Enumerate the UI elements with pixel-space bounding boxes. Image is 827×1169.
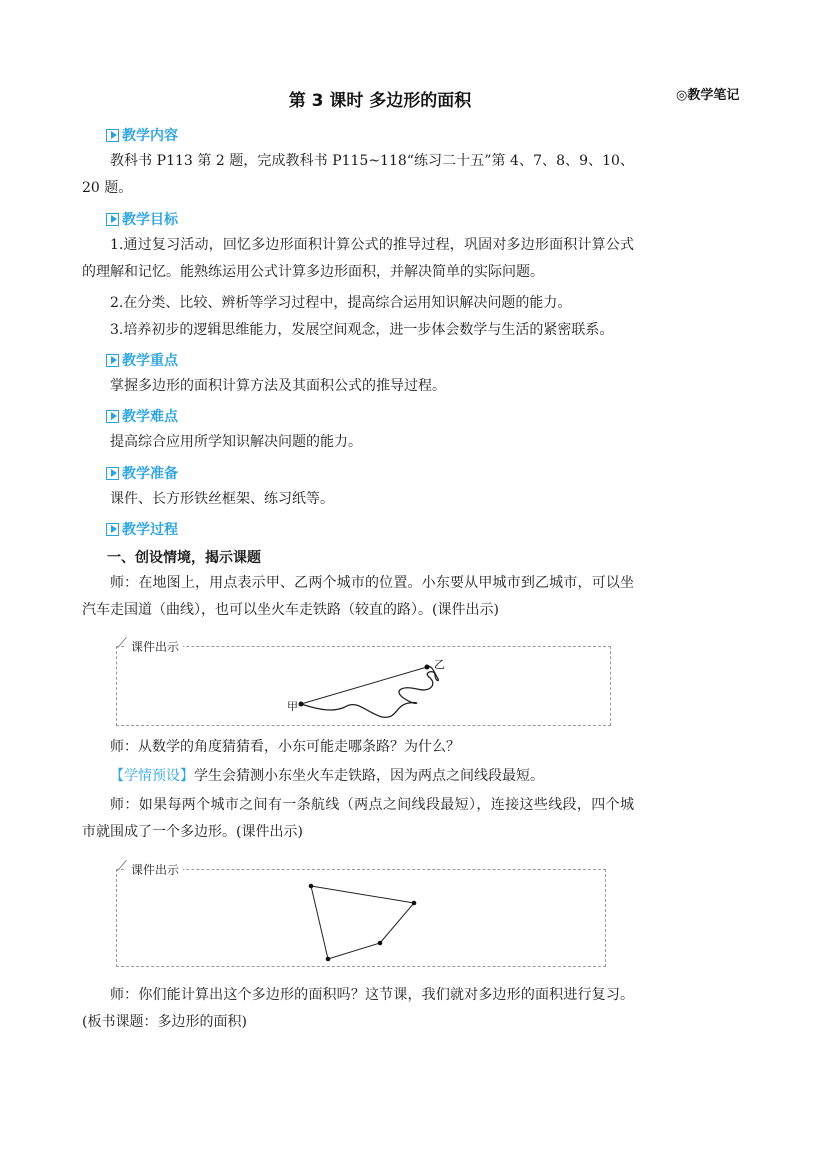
vertex-point xyxy=(378,941,383,946)
process-paragraph-3 xyxy=(82,763,634,790)
section-heading-key-points xyxy=(106,350,178,370)
step1-title: 一、创设情境，揭示课题 xyxy=(107,550,261,566)
difficulties-text: 提高综合应用所学知识解决问题的能力。 xyxy=(110,434,362,450)
vertex-point xyxy=(309,884,314,889)
city-point-a xyxy=(299,702,304,707)
play-icon xyxy=(106,354,119,367)
process-paragraph-2: 师：从数学的角度猜猜看，小东可能走哪条路？为什么？ xyxy=(110,739,460,755)
city-label-a: 甲 xyxy=(287,700,298,713)
quadrilateral-figure xyxy=(117,870,607,968)
railway-line xyxy=(301,667,427,704)
section-heading-label: 教学重点 xyxy=(122,353,178,369)
section-heading-content xyxy=(106,125,178,145)
highway-curve xyxy=(301,666,438,717)
play-icon xyxy=(106,523,119,536)
teaching-notes-label: ◎教学笔记 xyxy=(676,88,740,103)
section-heading-label: 教学准备 xyxy=(122,466,178,482)
play-icon xyxy=(106,129,119,142)
courseware-label-text: 课件出示 xyxy=(131,640,180,654)
goal-item-1: 1.通过复习活动，回忆多边形面积计算公式的推导过程，巩固对多边形面积计算公式的理解和记忆。能熟练运用公式计算多边形面积，并解决简单的实际问题。 xyxy=(82,237,634,280)
section-heading-label: 教学过程 xyxy=(122,522,178,538)
courseware-label-text: 课件出示 xyxy=(131,863,180,877)
goal-item-2: 2.在分类、比较、辨析等学习过程中，提高综合运用知识解决问题的能力。 xyxy=(110,295,572,311)
city-label-b: 乙 xyxy=(434,658,445,671)
student-prediction-tag: 【学情预设】 xyxy=(110,768,194,784)
section-heading-process xyxy=(106,519,178,539)
section-heading-preparation xyxy=(106,463,178,483)
preparation-text: 课件、长方形铁丝框架、练习纸等。 xyxy=(110,491,334,507)
section-heading-difficulties xyxy=(106,406,178,426)
courseware-box-map xyxy=(116,640,611,726)
section-heading-goals xyxy=(106,209,178,229)
process-paragraph-1: 师：在地图上，用点表示甲、乙两个城市的位置。小东要从甲城市到乙城市，可以坐汽车走国道（曲线），也可以坐火车走铁路（较直的路）。(课件出示) xyxy=(82,575,634,618)
city-point-b xyxy=(425,665,430,670)
section-heading-label: 教学目标 xyxy=(122,212,178,228)
key-points-text: 掌握多边形的面积计算方法及其面积公式的推导过程。 xyxy=(110,378,446,394)
process-paragraph-5: 师：你们能计算出这个多边形的面积吗？这节课，我们就对多边形的面积进行复习。(板书课题：多边形的面积) xyxy=(82,987,634,1030)
courseware-box-polygon xyxy=(116,863,606,967)
vertex-point xyxy=(326,957,331,962)
play-icon xyxy=(106,213,119,226)
play-icon xyxy=(106,467,119,480)
content-paragraph: 教科书 P113 第 2 题，完成教科书 P115~118“练习二十五”第 4、7、8、9、10、20 题。 xyxy=(82,153,634,196)
section-heading-label: 教学内容 xyxy=(122,128,178,144)
section-heading-label: 教学难点 xyxy=(122,409,178,425)
goal-item-3: 3.培养初步的逻辑思维能力，发展空间观念，进一步体会数学与生活的紧密联系。 xyxy=(110,322,614,338)
student-prediction-text: 学生会猜测小东坐火车走铁路，因为两点之间线段最短。 xyxy=(194,768,544,784)
process-paragraph-4: 师：如果每两个城市之间有一条航线（两点之间线段最短），连接这些线段，四个城市就围成了一个多边形。(课件出示) xyxy=(82,797,634,840)
page-title: 第 3 课时 多边形的面积 xyxy=(288,91,472,111)
quadrilateral-outline xyxy=(311,886,414,959)
vertex-point xyxy=(412,901,417,906)
city-map-figure xyxy=(117,647,612,727)
play-icon xyxy=(106,410,119,423)
